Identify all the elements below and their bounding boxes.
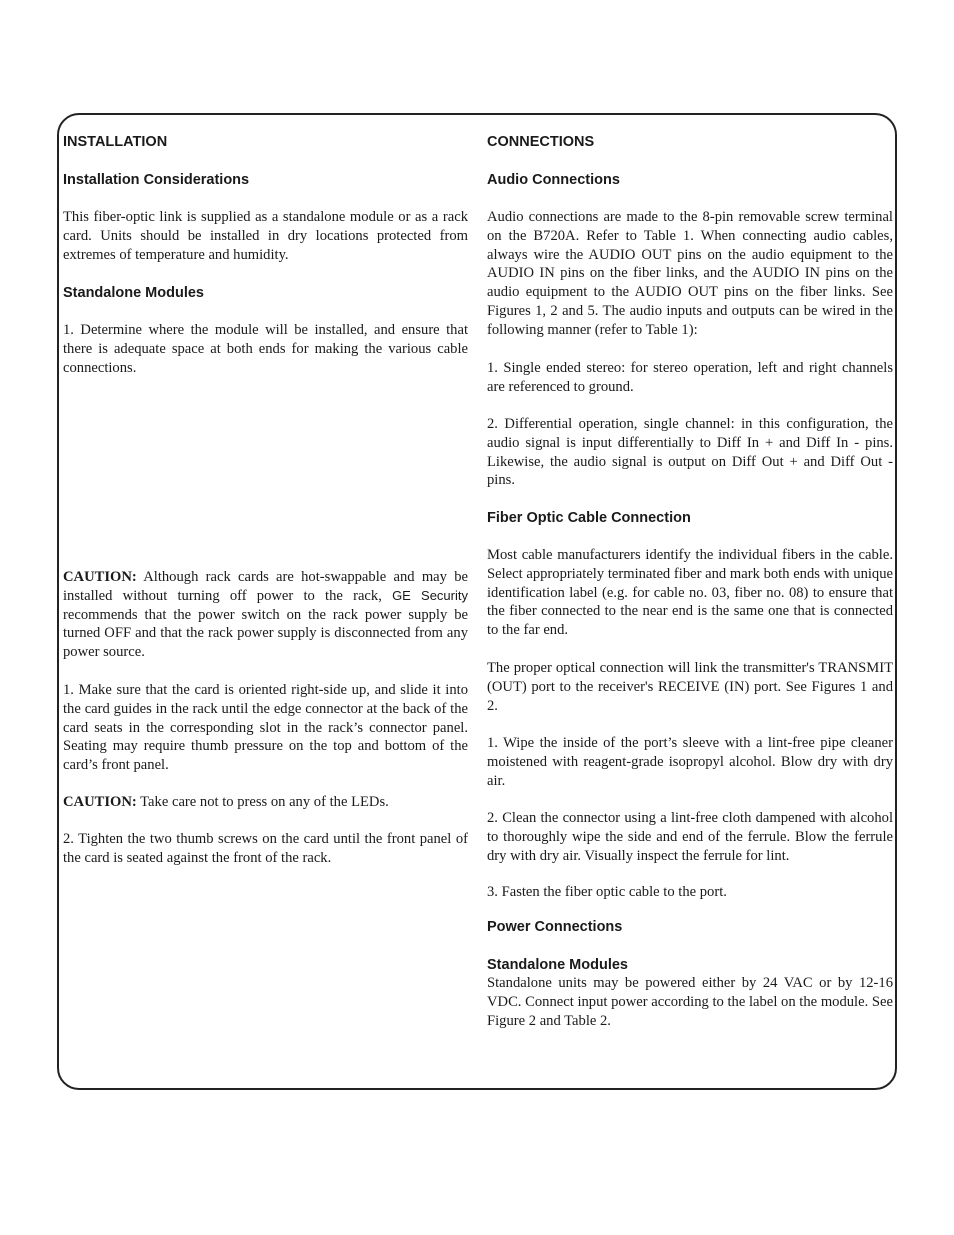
audio-connections-heading: Audio Connections [487, 172, 620, 188]
caution-leds-text: Take care not to press on any of the LEDs. [136, 794, 389, 810]
fiber-optic-heading: Fiber Optic Cable Connection [487, 510, 691, 526]
audio-connections-text: Audio connections are made to the 8-pin removable screw terminal on the B720A. Refer to Table 1. When connecting audio cables, always wire the AUDIO OUT pins on the audio equipment to the AUDIO IN pins on the fiber links, and the AUDIO IN pins on the audio equipment to the AUDIO OUT pins on the fiber links. See Figures 1, 2 and 5. The audio inputs and outputs can be wired in the following manner (refer to Table 1): [487, 209, 893, 338]
power-connections-heading: Power Connections [487, 919, 623, 935]
fiber-step-2: 2. Clean the connector using a lint-free cloth dampened with alcohol to thoroughly wipe the side and end of the ferrule. Blow the ferrule dry with dry air. Visually inspect the ferrule for lint. [487, 810, 893, 864]
standalone-step-1: 1. Determine where the module will be installed, and ensure that there is adequate space at both ends for making the various cable connections. [63, 322, 468, 376]
fiber-step-1: 1. Wipe the inside of the port’s sleeve with a lint-free pipe cleaner moistened with reagent-grade isopropyl alcohol. Blow dry with dry air. [487, 735, 893, 789]
rack-step-2: 2. Tighten the two thumb screws on the card until the front panel of the card is seated against the front of the rack. [63, 831, 468, 866]
audio-step-1: 1. Single ended stereo: for stereo operation, left and right channels are referenced to ground. [487, 360, 893, 395]
caution-text-a: Although rack cards are hot-swappable and may be installed without turning off power to the rack, [63, 569, 468, 604]
power-standalone-heading: Standalone Modules [487, 957, 628, 973]
installation-considerations-text: This fiber-optic link is supplied as a standalone module or as a rack card. Units should be installed in dry locations protected from extremes of temperature and humidity. [63, 209, 468, 263]
caution-label: CAUTION: [63, 794, 137, 810]
connections-heading: CONNECTIONS [487, 134, 595, 150]
caution-leds [63, 793, 468, 812]
caution-hot-swap [63, 568, 468, 662]
installation-heading: INSTALLATION [63, 134, 168, 150]
audio-step-2: 2. Differential operation, single channel: in this configuration, the audio signal is input differentially to Diff In + and Diff In - pins. Likewise, the audio signal is output on Diff Out + and Diff Out - pins. [487, 416, 893, 489]
power-text: Standalone units may be powered either by 24 VAC or by 12-16 VDC. Connect input power according to the label on the module. See Figure 2 and Table 2. [487, 975, 893, 1029]
installation-considerations-heading: Installation Considerations [63, 172, 250, 188]
rack-step-1: 1. Make sure that the card is oriented right-side up, and slide it into the card guides in the rack until the edge connector at the back of the card seats in the corresponding slot in the rack’s connector panel. Seating may require thumb pressure on the top and bottom of the card’s front panel. [63, 682, 468, 774]
fiber-step-3: 3. Fasten the fiber optic cable to the port. [487, 884, 727, 900]
optical-connection-text: The proper optical connection will link the transmitter's TRANSMIT (OUT) port to the receiver's RECEIVE (IN) port. See Figures 1 and 2. [487, 660, 893, 714]
caution-label: CAUTION: [63, 569, 137, 585]
caution-brand: GE Security [392, 587, 468, 603]
standalone-modules-heading: Standalone Modules [63, 285, 204, 301]
caution-text-b: recommends that the power switch on the rack power supply be turned OFF and that the rack power supply is disconnected from any power source. [63, 606, 468, 661]
fiber-optic-text: Most cable manufacturers identify the individual fibers in the cable. Select appropriately terminated fiber and mark both ends with unique identification label (e.g. for cable no. 03, fiber no. 08) to ensure that the fiber connected to the near end is the same one that is connected to the far end. [487, 547, 893, 639]
